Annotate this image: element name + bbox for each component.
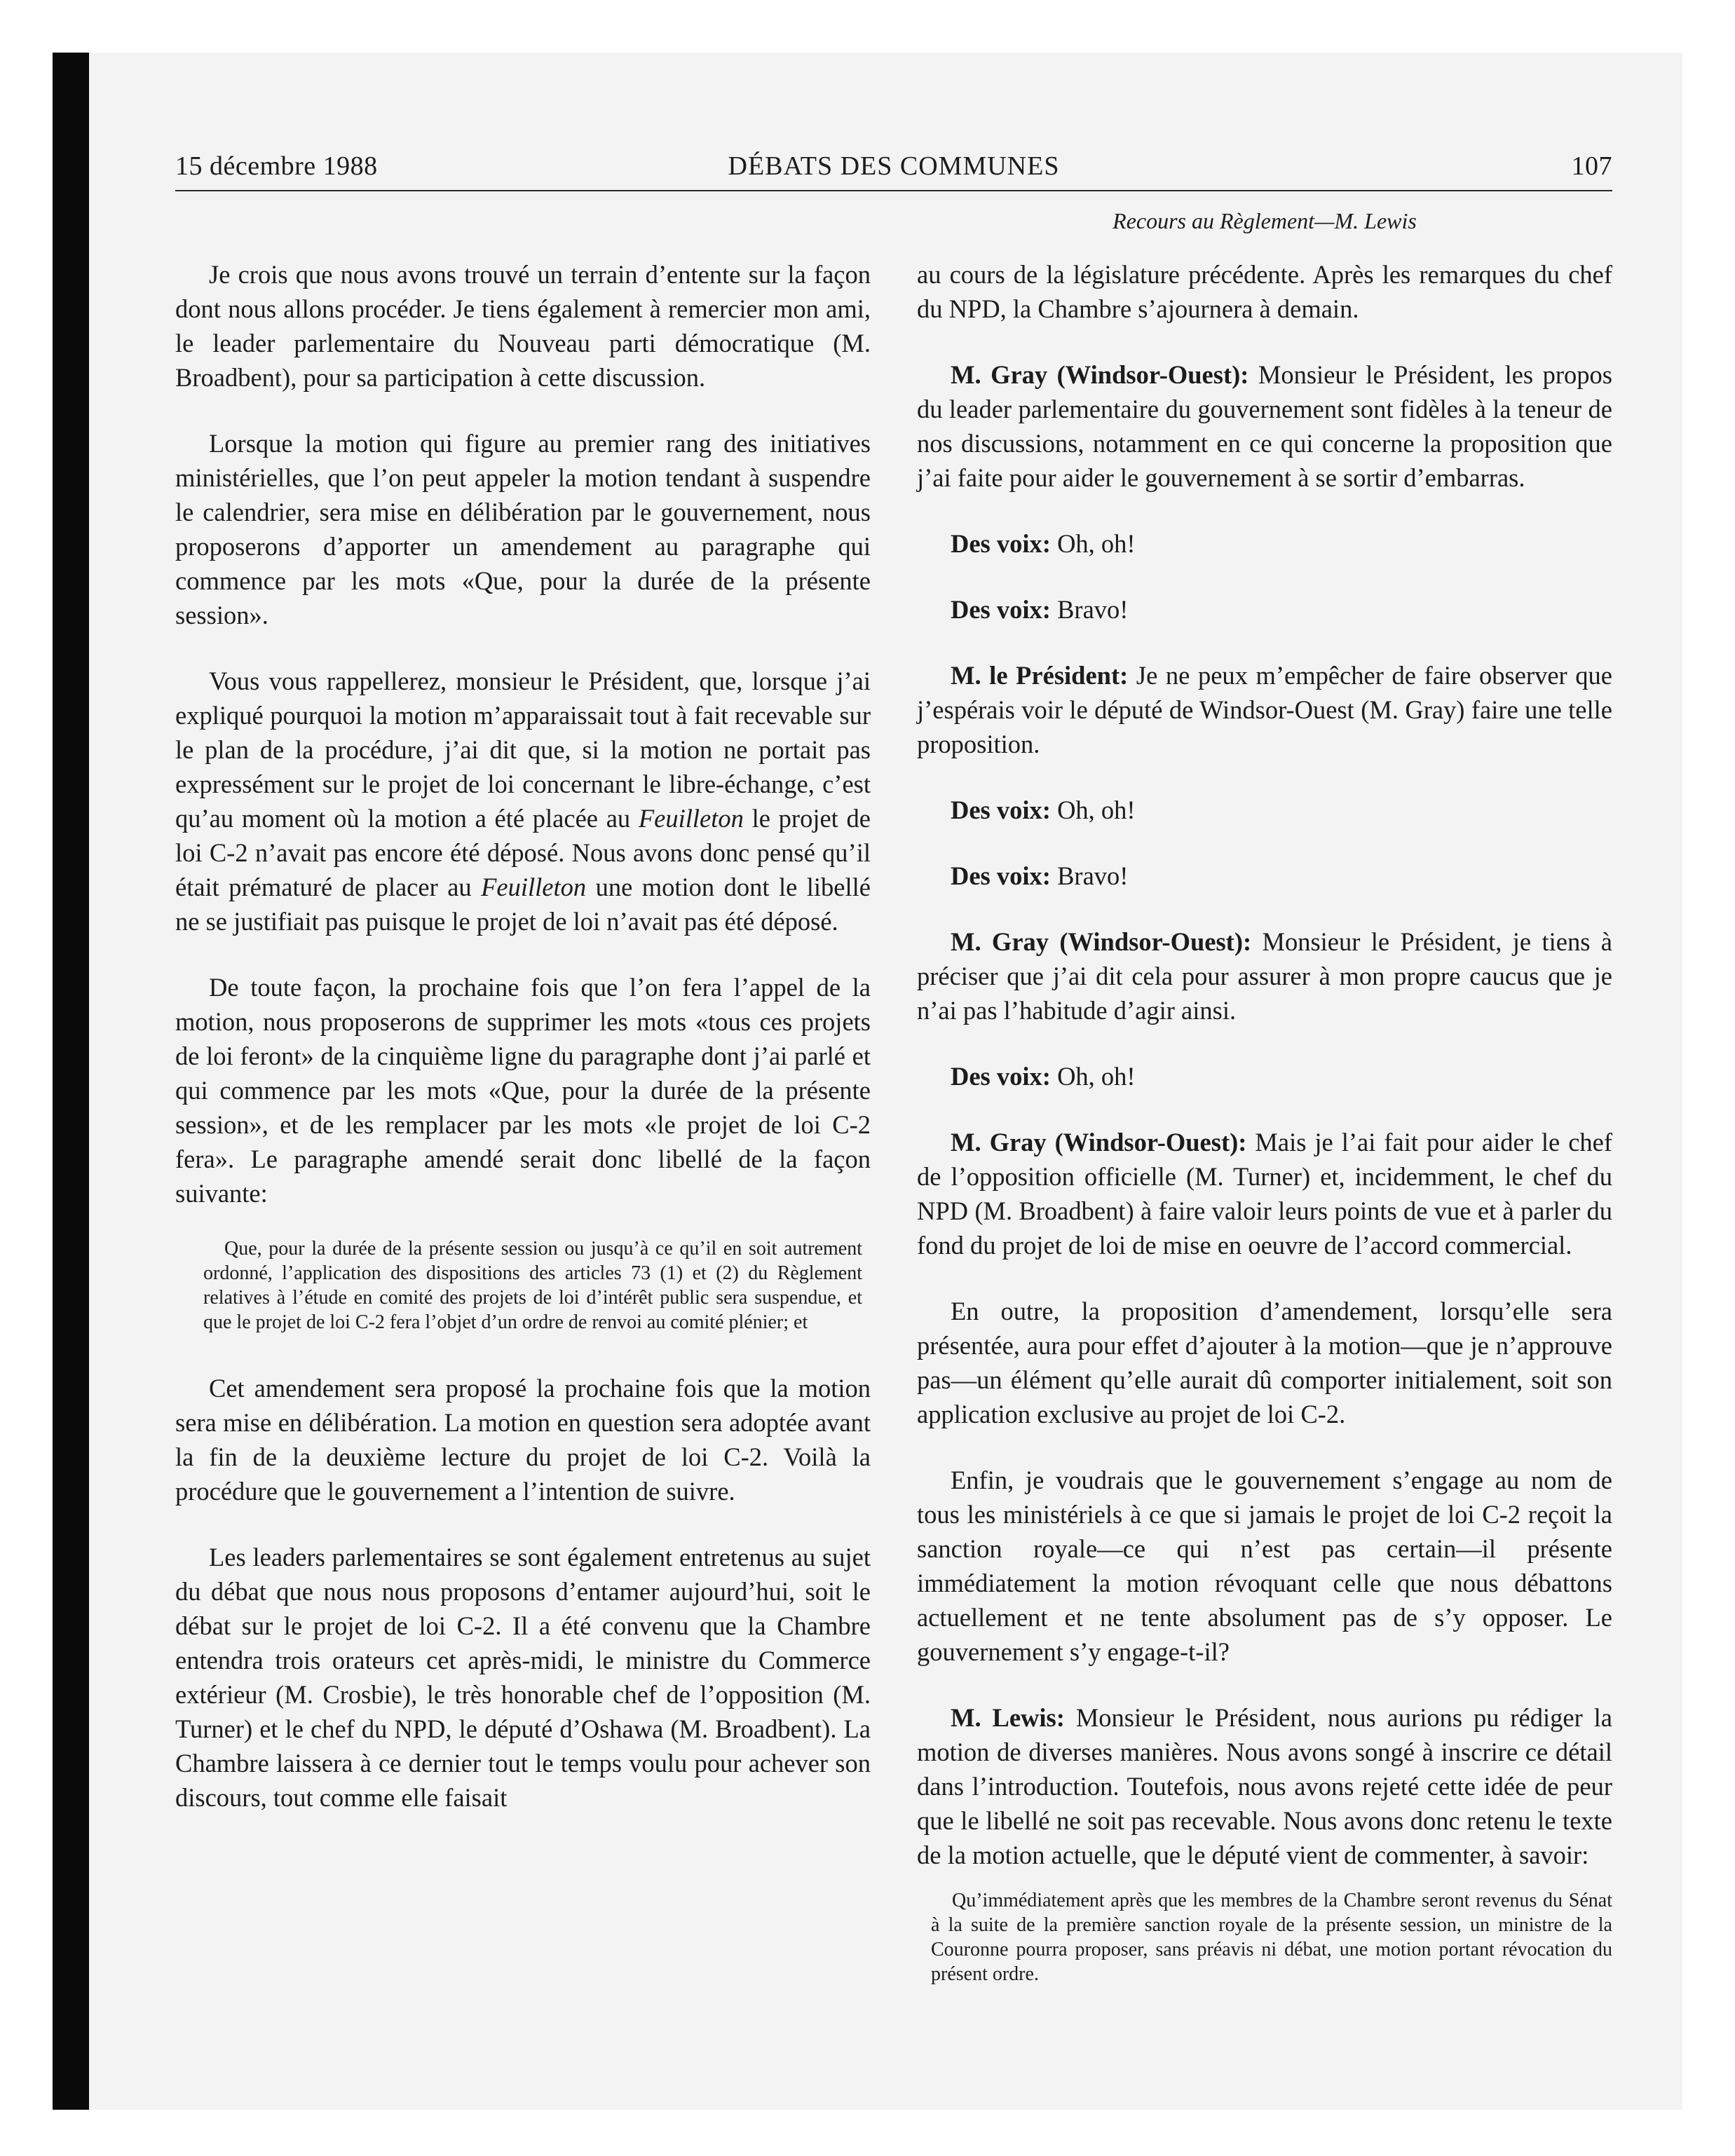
speech [917,1125,1612,1262]
italic-term: Feuilleton [481,873,587,901]
document-page [175,151,1613,1985]
speech-text: Je ne peux m’empêcher de faire observer que j’espérais voir le député de Windsor-Ouest (M. Gray) faire une telle proposition. [917,661,1612,758]
speech [917,526,1612,561]
italic-term: Feuilleton [638,804,744,833]
speech [917,1700,1612,1872]
header-rule [175,190,1612,191]
speech [917,658,1612,761]
speaker-name: M. Gray (Windsor-Ouest): [951,360,1249,389]
block-quote: Qu’immédiatement après que les membres de la Chambre seront revenus du Sénat à la suite de la première sanction royale de la présente session, un ministre de la Couronne pourra proposer, sans préavis ni débat, une motion portant révocation du présent ordre. [931,1890,1612,1985]
speaker-name: Des voix: [951,529,1051,558]
running-header [175,151,1612,191]
speech [917,793,1612,827]
speech [917,925,1612,1028]
left-column [175,257,871,1846]
header-date: 15 décembre 1988 [175,151,378,181]
speech-text: Bravo! [1050,595,1129,624]
paragraph: Je crois que nous avons trouvé un terrain d’entente sur la façon dont nous allons procéder. Je tiens également à remercier mon ami, le leader parlementaire du Nouveau parti démocratique (M. Broadbent), pour sa participation à cette discussion. [175,260,871,392]
speaker-name: Des voix: [951,1062,1051,1091]
speech-text: Oh, oh! [1050,1062,1136,1091]
speech-text: Monsieur le Président, nous aurions pu rédiger la motion de diverses manières. Nous avons songé à inscrire ce détail dans l’introduction. Toutefois, nous avons rejeté cette idée de peur que le libellé ne soit pas recevable. Nous avons donc retenu le texte de la motion actuelle, que le député vient de commenter, à savoir: [917,1703,1613,1869]
speech-text: Oh, oh! [1050,529,1136,558]
speaker-name: M. Lewis: [951,1703,1065,1732]
text-run: Vous vous rappellerez, monsieur le Président, que, lorsque j’ai expliqué pourquoi la motion m’apparaissait tout à fait recevable sur le plan de la procédure, j’ai dit que, si la motion ne portait pas expressément sur le projet de loi concernant le libre-échange, c’est qu’au moment où la motion a été placée au [175,667,871,833]
paragraph [175,664,871,939]
paragraph: Enfin, je voudrais que le gouvernement s’engage au nom de tous les ministériels à ce que si jamais le projet de loi C-2 reçoit la sanction royale—ce qui n’est pas certain—il présente immédiatement la motion révoquant celle que nous débattons actuellement et ne tente absolument pas de s’y opposer. Le gouvernement s’y engage-t-il? [917,1466,1612,1666]
speech-text: Oh, oh! [1050,796,1136,824]
paragraph: En outre, la proposition d’amendement, lorsqu’elle sera présentée, aura pour effet d’ajouter à la motion—que je n’approuve pas—un élément qu’elle aurait dû comporter initialement, soit son application exclusive au projet de loi C-2. [917,1297,1612,1428]
speech [917,592,1612,627]
paragraph: au cours de la législature précédente. Après les remarques du chef du NPD, la Chambre s’ajournera à demain. [917,260,1612,323]
speaker-name: Des voix: [951,796,1051,824]
speech [917,357,1612,495]
right-column [917,257,1612,2023]
paragraph: De toute façon, la prochaine fois que l’on fera l’appel de la motion, nous proposerons de supprimer les mots «tous ces projets de loi feront» de la cinquième ligne du paragraphe dont j’ai parlé et qui commence par les mots «Que, pour la durée de la présente session», et de les remplacer par les mots «le projet de loi C-2 fera». Le paragraphe amendé serait donc libellé de la façon suivante: [175,973,871,1208]
speaker-name: M. le Président: [951,661,1129,690]
speaker-name: Des voix: [951,861,1051,890]
paragraph: Les leaders parlementaires se sont également entretenus au sujet du débat que nous nous proposons d’entamer aujourd’hui, soit le débat sur le projet de loi C-2. Il a été convenu que la Chambre entendra trois orateurs cet après-midi, le ministre du Commerce extérieur (M. Crosbie), le très honorable chef de l’opposition (M. Turner) et le chef du NPD, le député d’Oshawa (M. Broadbent). La Chambre laissera à ce dernier tout le temps voulu pour achever son discours, tout comme elle faisait [175,1543,871,1812]
speech [917,859,1612,893]
paragraph: Lorsque la motion qui figure au premier rang des initiatives ministérielles, que l’on peut appeler la motion tendant à suspendre le calendrier, sera mise en délibération par le gouvernement, nous proposerons d’apporter un amendement au paragraphe qui commence par les mots «Que, pour la durée de la présente session». [175,429,871,629]
page-number: 107 [1571,151,1612,181]
speaker-name: M. Gray (Windsor-Ouest): [951,927,1252,956]
speech-text: Monsieur le Président, je tiens à préciser que j’ai dit cela pour assurer à mon propre caucus que je n’ai pas l’habitude d’agir ainsi. [917,927,1612,1025]
speech-text: Bravo! [1050,861,1129,890]
paragraph: Cet amendement sera proposé la prochaine fois que la motion sera mise en délibération. La motion en question sera adoptée avant la fin de la deuxième lecture du projet de loi C-2. Voilà la procédure que le gouvernement a l’intention de suivre. [175,1374,871,1506]
binding-edge [53,53,89,2110]
speech [917,1059,1612,1093]
text-run: une motion dont le libellé ne se justifiait pas puisque le projet de loi n’avait pas été déposé. [175,873,871,936]
header-title: DÉBATS DES COMMUNES [728,151,1060,181]
block-quote: Que, pour la durée de la présente session ou jusqu’à ce qu’il en soit autrement ordonné, l’application des dispositions des articles 73 (1) et (2) du Règlement relatives à l’étude en comité des projets de loi d’intérêt public sera suspendue, et que le projet de loi C-2 fera l’objet d’un ordre de renvoi au comité plénier; et [203,1238,862,1333]
speech-text: Mais je l’ai fait pour aider le chef de l’opposition officielle (M. Turner) et, incidemment, le chef du NPD (M. Broadbent) à faire valoir leurs points de vue et à parler du fond du projet de loi de mise en oeuvre de l’accord commercial. [917,1128,1612,1260]
text-run: le projet de loi C-2 n’avait pas encore été déposé. Nous avons donc pensé qu’il était prématuré de placer au [175,804,871,901]
speaker-name: M. Gray (Windsor-Ouest): [951,1128,1247,1157]
speech-text: Monsieur le Président, les propos du leader parlementaire du gouvernement sont fidèles à la teneur de nos discussions, notamment en ce qui concerne la proposition que j’ai faite pour aider le gouvernement à se sortir d’embarras. [917,360,1612,492]
section-subheading: Recours au Règlement—M. Lewis [1113,208,1417,233]
speaker-name: Des voix: [951,595,1051,624]
